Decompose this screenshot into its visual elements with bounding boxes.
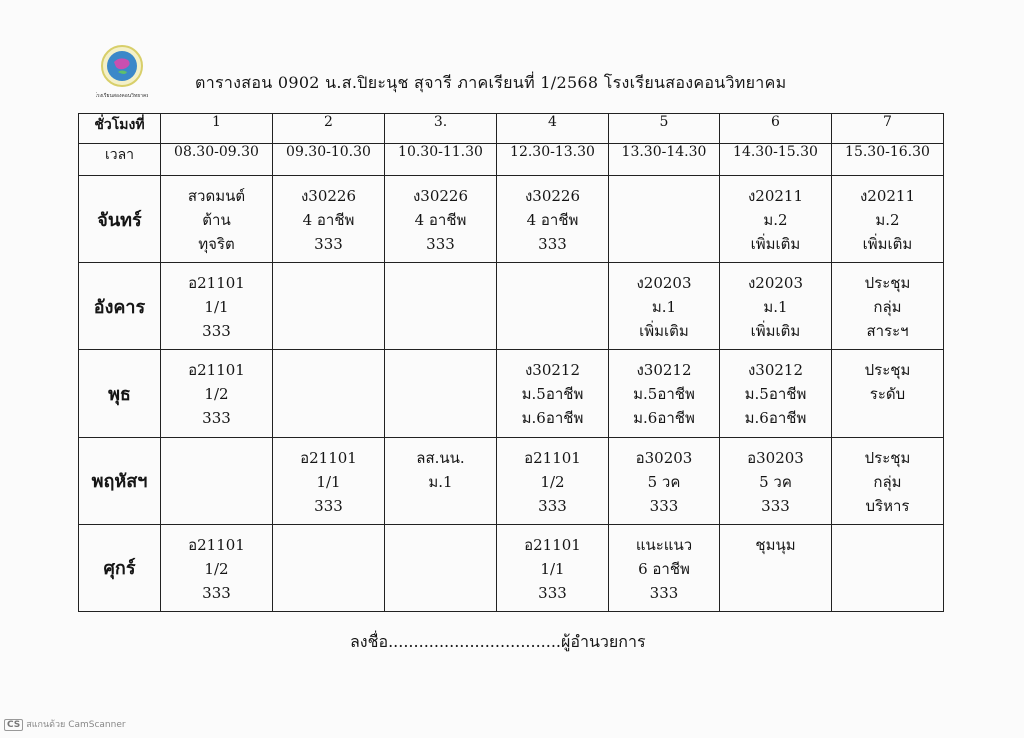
time-slot: 12.30-13.30 — [497, 144, 609, 176]
schedule-cell: ง30212 ม.5อาชีพ ม.6อาชีพ — [497, 350, 609, 437]
schedule-cell: ชุมนุม — [720, 524, 832, 611]
day-label: พฤหัสฯ — [79, 437, 161, 524]
day-row-friday — [79, 524, 944, 611]
schedule-cell: ง30212 ม.5อาชีพ ม.6อาชีพ — [720, 350, 832, 437]
schedule-cell: ง30226 4 อาชีพ 333 — [385, 176, 497, 263]
schedule-cell: ง20203 ม.1 เพิ่มเติม — [720, 263, 832, 350]
time-slot: 10.30-11.30 — [385, 144, 497, 176]
schedule-cell — [161, 437, 273, 524]
time-label: เวลา — [79, 144, 161, 176]
time-slot: 14.30-15.30 — [720, 144, 832, 176]
school-logo — [96, 42, 148, 102]
schedule-cell: ง30226 4 อาชีพ 333 — [497, 176, 609, 263]
period-number: 1 — [161, 114, 273, 144]
schedule-cell: อ21101 1/1 333 — [161, 263, 273, 350]
svg-text:โรงเรียนสองคอนวิทยาคม: โรงเรียนสองคอนวิทยาคม — [96, 93, 148, 99]
schedule-cell — [273, 524, 385, 611]
schedule-cell — [832, 524, 944, 611]
day-label: จันทร์ — [79, 176, 161, 263]
schedule-cell — [273, 350, 385, 437]
day-row-thursday — [79, 437, 944, 524]
day-row-monday — [79, 176, 944, 263]
schedule-cell: ง20211 ม.2 เพิ่มเติม — [832, 176, 944, 263]
schedule-cell: อ30203 5 วค 333 — [609, 437, 720, 524]
schedule-cell: ง30226 4 อาชีพ 333 — [273, 176, 385, 263]
page-title: ตารางสอน 0902 น.ส.ปิยะนุช สุจารี ภาคเรียนที่ 1/2568 โรงเรียนสองคอนวิทยาคม — [195, 73, 787, 92]
schedule-cell: สวดมนต์ ต้าน ทุจริต — [161, 176, 273, 263]
schedule-cell: ประชุม กลุ่ม สาระฯ — [832, 263, 944, 350]
schedule-cell — [273, 263, 385, 350]
period-number: 2 — [273, 114, 385, 144]
signature-line: ลงชื่อ..................................ผู้อำนวยการ — [350, 632, 646, 651]
time-slot: 15.30-16.30 — [832, 144, 944, 176]
camscanner-text: สแกนด้วย CamScanner — [26, 720, 126, 730]
time-slot: 09.30-10.30 — [273, 144, 385, 176]
schedule-cell — [609, 176, 720, 263]
schedule-cell: อ21101 1/2 333 — [161, 350, 273, 437]
time-row — [79, 144, 944, 176]
schedule-cell: อ21101 1/1 333 — [497, 524, 609, 611]
schedule-cell: อ21101 1/1 333 — [273, 437, 385, 524]
schedule-cell: อ21101 1/2 333 — [497, 437, 609, 524]
schedule-cell: ลส.นน. ม.1 — [385, 437, 497, 524]
period-number: 3. — [385, 114, 497, 144]
schedule-cell: ง20211 ม.2 เพิ่มเติม — [720, 176, 832, 263]
schedule-cell: ง30212 ม.5อาชีพ ม.6อาชีพ — [609, 350, 720, 437]
schedule-cell: แนะแนว 6 อาชีพ 333 — [609, 524, 720, 611]
day-row-tuesday — [79, 263, 944, 350]
schedule-cell: ประชุม กลุ่ม บริหาร — [832, 437, 944, 524]
schedule-cell — [497, 263, 609, 350]
period-number: 7 — [832, 114, 944, 144]
camscanner-icon: CS — [4, 719, 23, 731]
day-label: อังคาร — [79, 263, 161, 350]
day-row-wednesday — [79, 350, 944, 437]
schedule-cell: ง20203 ม.1 เพิ่มเติม — [609, 263, 720, 350]
period-number: 6 — [720, 114, 832, 144]
schedule-cell — [385, 350, 497, 437]
schedule-cell: อ21101 1/2 333 — [161, 524, 273, 611]
period-number: 4 — [497, 114, 609, 144]
period-header-row — [79, 114, 944, 144]
schedule-cell: ประชุม ระดับ — [832, 350, 944, 437]
timetable — [78, 113, 944, 612]
schedule-cell: อ30203 5 วค 333 — [720, 437, 832, 524]
day-label: ศุกร์ — [79, 524, 161, 611]
schedule-cell — [385, 524, 497, 611]
camscanner-watermark — [4, 717, 126, 731]
schedule-cell — [385, 263, 497, 350]
day-label: พุธ — [79, 350, 161, 437]
period-label: ชั่วโมงที่ — [79, 114, 161, 144]
period-number: 5 — [609, 114, 720, 144]
time-slot: 13.30-14.30 — [609, 144, 720, 176]
time-slot: 08.30-09.30 — [161, 144, 273, 176]
